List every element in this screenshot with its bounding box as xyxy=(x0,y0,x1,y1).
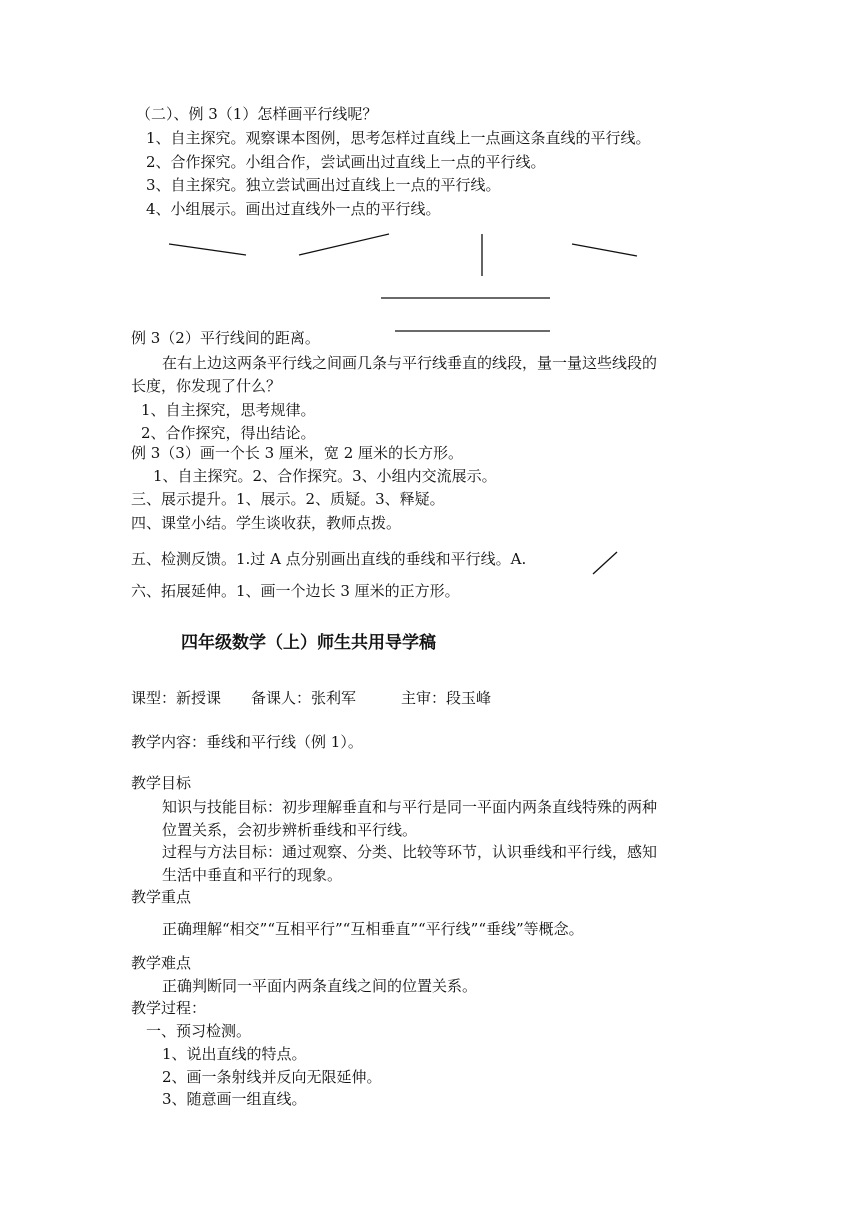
difficulty-heading: 教学难点 xyxy=(131,954,192,972)
section-a-step-2: 2、合作探究。小组合作，尝试画出过直线上一点的平行线。 xyxy=(146,153,546,171)
section-b-prompt-line-2: 长度，你发现了什么？ xyxy=(131,377,282,395)
section-b-prompt-line-1: 在右上边这两条平行线之间画几条与平行线垂直的线段，量一量这些线段的 xyxy=(162,354,658,372)
difficulty-text: 正确判断同一平面内两条直线之间的位置关系。 xyxy=(162,977,478,995)
process-step-2: 2、画一条射线并反向无限延伸。 xyxy=(162,1068,382,1086)
goals-heading: 教学目标 xyxy=(131,774,192,792)
feedback-line xyxy=(593,552,617,574)
section-a-step-4: 4、小组展示。画出过直线外一点的平行线。 xyxy=(146,200,441,218)
process-step-1: 1、说出直线的特点。 xyxy=(162,1045,307,1063)
process-heading: 教学过程： xyxy=(131,999,207,1017)
figure-line-2 xyxy=(299,234,389,255)
figure-line-4 xyxy=(572,244,637,256)
section-a-step-3: 3、自主探究。独立尝试画出过直线上一点的平行线。 xyxy=(146,176,501,194)
section-feedback: 五、检测反馈。1.过 A 点分别画出直线的垂线和平行线。A. xyxy=(131,550,527,568)
guide-title: 四年级数学（上）师生共用导学稿 xyxy=(181,633,436,653)
section-b-step-1: 1、自主探究，思考规律。 xyxy=(141,401,316,419)
goal-1-line-2: 位置关系，会初步辨析垂线和平行线。 xyxy=(162,821,418,839)
section-c-heading: 例 3（3）画一个长 3 厘米，宽 2 厘米的长方形。 xyxy=(131,444,464,462)
guide-content: 教学内容：垂线和平行线（例 1）。 xyxy=(131,733,363,751)
guide-meta: 课型：新授课 备课人：张利军 主审：段玉峰 xyxy=(131,689,492,707)
section-a-step-1: 1、自主探究。观察课本图例，思考怎样过直线上一点画这条直线的平行线。 xyxy=(146,129,651,147)
goal-1-line-1: 知识与技能目标：初步理解垂直和与平行是同一平面内两条直线特殊的两种 xyxy=(162,798,658,816)
goal-2-line-2: 生活中垂直和平行的现象。 xyxy=(162,866,343,884)
key-heading: 教学重点 xyxy=(131,888,192,906)
section-a-heading: （二）、例 3（1）怎样画平行线呢？ xyxy=(136,105,378,123)
goal-2-line-1: 过程与方法目标：通过观察、分类、比较等环节，认识垂线和平行线，感知 xyxy=(162,843,658,861)
key-text: 正确理解“相交”“互相平行”“互相垂直”“平行线”“垂线”等概念。 xyxy=(162,920,584,938)
process-step-3: 3、随意画一组直线。 xyxy=(162,1090,307,1108)
section-summary: 四、课堂小结。学生谈收获，教师点拨。 xyxy=(131,514,402,532)
section-show: 三、展示提升。1、展示。2、质疑。3、释疑。 xyxy=(131,490,445,508)
section-c-steps: 1、自主探究。2、合作探究。3、小组内交流展示。 xyxy=(153,467,497,485)
section-b-heading: 例 3（2）平行线间的距离。 xyxy=(131,329,320,347)
section-b-step-2: 2、合作探究，得出结论。 xyxy=(141,424,316,442)
figure-line-1 xyxy=(169,244,246,255)
process-sub: 一、预习检测。 xyxy=(146,1022,252,1040)
section-extend: 六、拓展延伸。1、画一个边长 3 厘米的正方形。 xyxy=(131,582,460,600)
